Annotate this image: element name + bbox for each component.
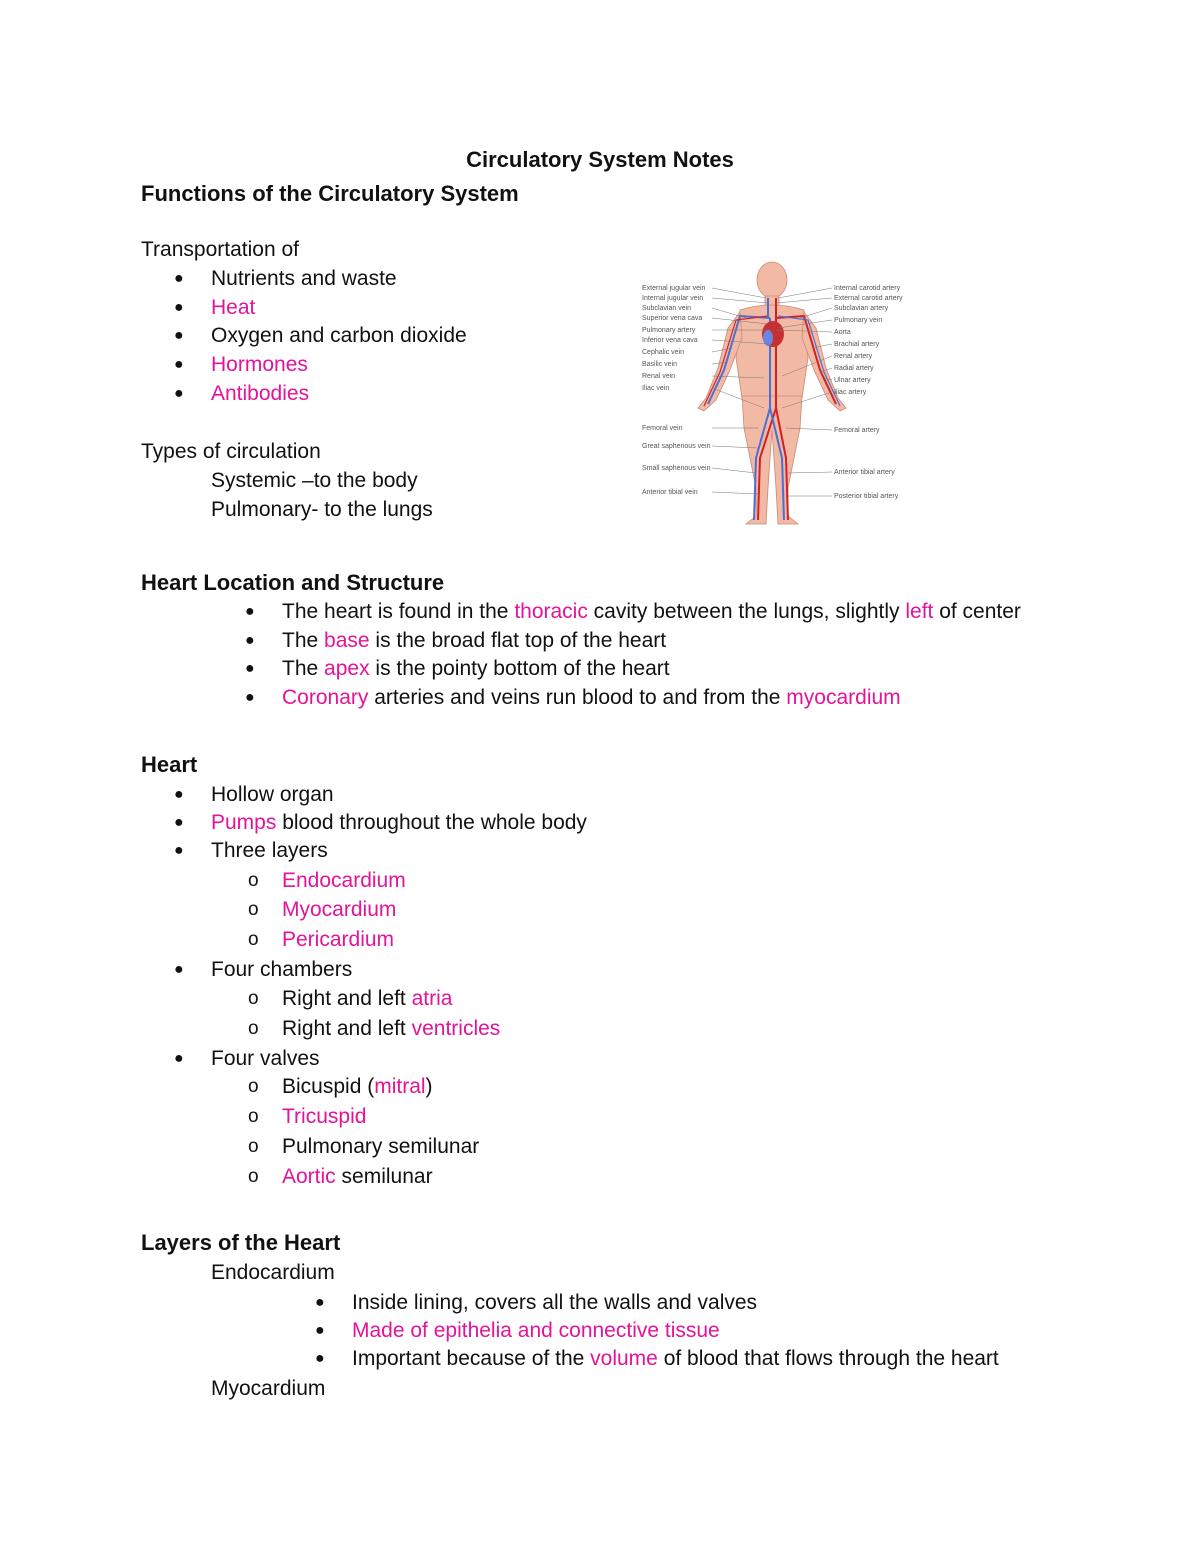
figure-label: Great saphenous vein (642, 443, 711, 450)
figure-label: Pulmonary artery (642, 327, 696, 334)
list-item: Nutrients and waste (211, 267, 397, 290)
heart-item: Hollow organ (211, 783, 334, 806)
figure-label: Posterior tibial artery (834, 493, 899, 500)
figure-label: Anterior tibial vein (642, 489, 698, 496)
figure-label: Anterior tibial artery (834, 469, 895, 476)
list-item: Hormones (211, 353, 308, 376)
bullet-icon: ● (174, 299, 184, 316)
figure-label: External carotid artery (834, 295, 903, 302)
figure-label: External jugular vein (642, 285, 706, 292)
sub-item: Pulmonary semilunar (282, 1135, 480, 1158)
layer-item: Important because of the volume of blood that flows through the heart (352, 1347, 999, 1370)
figure-label: Radial artery (834, 365, 874, 372)
circulatory-diagram (636, 258, 910, 538)
bullet-icon: ● (174, 327, 184, 344)
bullet-icon: ● (174, 814, 184, 831)
figure-label: Basilic vein (642, 361, 678, 368)
circle-bullet-icon: o (248, 988, 259, 1009)
sub-item: Endocardium (282, 869, 406, 892)
bullet-icon: ● (245, 689, 255, 706)
figure-label: Internal carotid artery (834, 285, 901, 292)
circle-bullet-icon: o (248, 929, 259, 950)
bullet-icon: ● (174, 356, 184, 373)
figure-label: Pulmonary vein (834, 317, 883, 324)
figure-label: Renal artery (834, 353, 873, 360)
circulation-type: Pulmonary- to the lungs (211, 498, 433, 521)
sub-item: Pericardium (282, 928, 395, 951)
sub-item: Right and left ventricles (282, 1017, 501, 1040)
endocardium-label: Endocardium (211, 1261, 335, 1284)
heart-item: Four chambers (211, 958, 353, 981)
figure-label: Ulnar artery (834, 377, 871, 384)
figure-label: Internal jugular vein (642, 295, 704, 302)
types-label: Types of circulation (141, 440, 321, 463)
location-item: The apex is the pointy bottom of the heart (282, 657, 670, 680)
circle-bullet-icon: o (248, 899, 259, 920)
bullet-icon: ● (315, 1322, 325, 1339)
heart-item: Pumps blood throughout the whole body (211, 811, 587, 834)
circle-bullet-icon: o (248, 1166, 259, 1187)
sub-item: Aortic semilunar (282, 1165, 433, 1188)
bullet-icon: ● (174, 270, 184, 287)
location-item: The heart is found in the thoracic cavity between the lungs, slightly left of center (282, 600, 1021, 623)
bullet-icon: ● (174, 961, 184, 978)
list-item: Heat (211, 296, 256, 319)
bullet-icon: ● (174, 786, 184, 803)
bullet-icon: ● (245, 660, 255, 677)
functions-heading: Functions of the Circulatory System (141, 181, 519, 206)
circle-bullet-icon: o (248, 1018, 259, 1039)
layers-heading: Layers of the Heart (141, 1230, 341, 1255)
location-item: Coronary arteries and veins run blood to and from the myocardium (282, 686, 901, 709)
heart-heading: Heart (141, 752, 198, 777)
bullet-icon: ● (245, 603, 255, 620)
heart-item: Four valves (211, 1047, 320, 1070)
location-item: The base is the broad flat top of the heart (282, 629, 667, 652)
transport-label: Transportation of (141, 238, 299, 261)
layer-item: Inside lining, covers all the walls and valves (352, 1291, 758, 1314)
bullet-icon: ● (315, 1294, 325, 1311)
list-item: Oxygen and carbon dioxide (211, 324, 467, 347)
circle-bullet-icon: o (248, 1106, 259, 1127)
figure-label: Brachial artery (834, 341, 880, 348)
bullet-icon: ● (174, 1050, 184, 1067)
figure-label: Femoral artery (834, 427, 880, 434)
circulatory-diagram-svg (636, 258, 910, 538)
sub-item: Tricuspid (282, 1105, 367, 1128)
bullet-icon: ● (174, 842, 184, 859)
figure-label: Subclavian vein (642, 305, 692, 312)
bullet-icon: ● (174, 385, 184, 402)
figure-label: Small saphenous vein (642, 465, 711, 472)
figure-label: Cephalic vein (642, 349, 685, 356)
figure-label: Femoral vein (642, 425, 683, 432)
circulation-type: Systemic –to the body (211, 469, 418, 492)
bullet-icon: ● (315, 1350, 325, 1367)
figure-label: Iliac artery (834, 389, 867, 396)
circle-bullet-icon: o (248, 1136, 259, 1157)
figure-label: Superior vena cava (642, 315, 703, 322)
sub-item: Right and left atria (282, 987, 453, 1010)
myocardium-label: Myocardium (211, 1377, 326, 1400)
figure-label: Iliac vein (642, 385, 670, 392)
figure-label: Subclavian artery (834, 305, 889, 312)
list-item: Antibodies (211, 382, 310, 405)
figure-label: Renal vein (642, 373, 676, 380)
sub-item: Bicuspid (mitral) (282, 1075, 433, 1098)
sub-item: Myocardium (282, 898, 397, 921)
heart-location-heading: Heart Location and Structure (141, 570, 445, 595)
figure-label: Inferior vena cava (642, 337, 698, 344)
bullet-icon: ● (245, 632, 255, 649)
heart-item: Three layers (211, 839, 328, 862)
page-title: Circulatory System Notes (466, 147, 734, 172)
circle-bullet-icon: o (248, 870, 259, 891)
circle-bullet-icon: o (248, 1076, 259, 1097)
layer-item: Made of epithelia and connective tissue (352, 1319, 720, 1342)
figure-label: Aorta (834, 329, 851, 336)
